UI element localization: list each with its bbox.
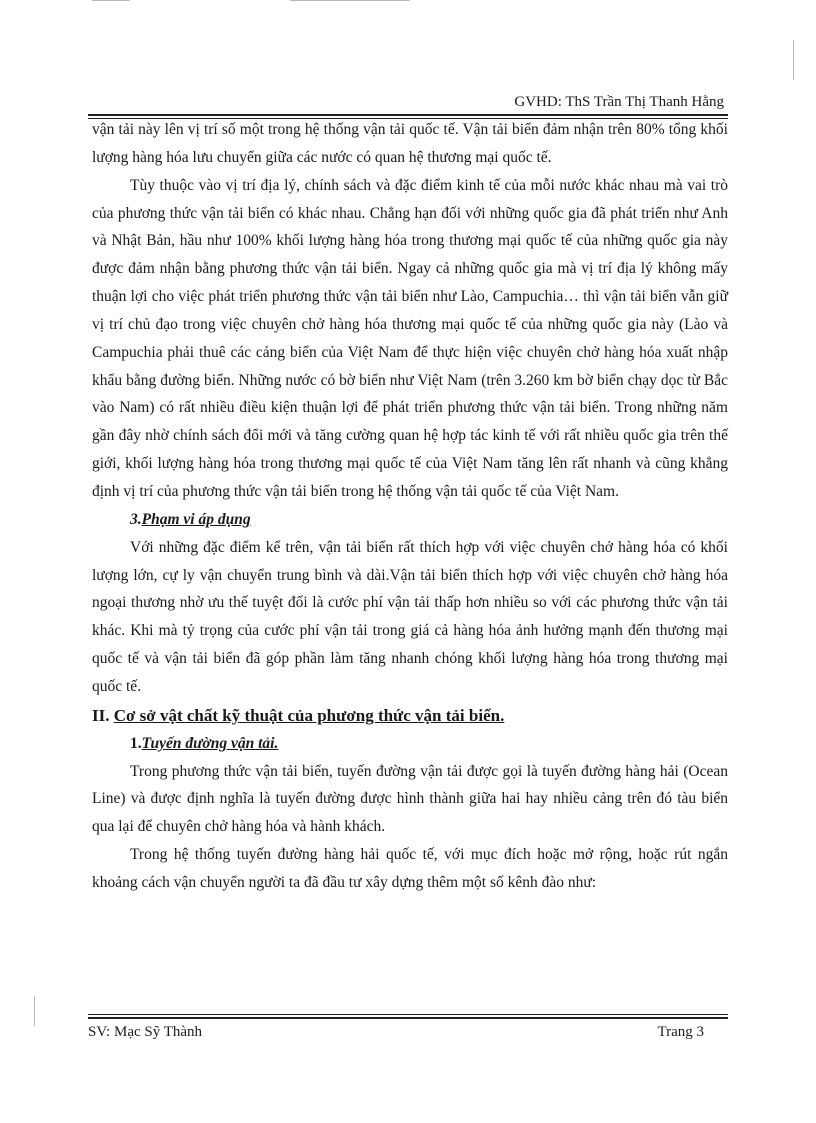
scan-artifact-right-edge — [793, 40, 794, 80]
paragraph-continuation: vận tải này lên vị trí số một trong hệ thống vận tải quốc tế. Vận tải biển đảm nhận trên 80% tổng khối lượng hàng hóa lưu chuyển giữa các nước có quan hệ thương mại quốc tế. — [92, 121, 728, 166]
page-number: Trang 3 — [657, 1024, 704, 1040]
paragraph-geography-role: Tùy thuộc vào vị trí địa lý, chính sách và đặc điểm kinh tế của mỗi nước khác nhau mà vai trò của phương thức vận tải biển có khác nhau. Chẳng hạn đối với những quốc gia đã phát triển như Anh và Nhật Bản, hầu như 100% khối lượng hàng hóa trong thương mại quốc tế của những quốc gia này được đảm nhận bằng phương thức vận tải biển. Ngay cả những quốc gia mà vị trí địa lý không mấy thuận lợi cho việc phát triển phương thức vận tải biển như Lào, Campuchia… thì vận tải biển vẫn giữ vị trí chủ đạo trong việc chuyên chở hàng hóa thương mại quốc tế của những quốc gia này (Lào và Campuchia phải thuê các cảng biển của Việt Nam để thực hiện việc chuyên chở hàng hóa xuất nhập khẩu bằng đường biển. Những nước có bờ biển như Việt Nam (trên 3.260 km bờ biển chạy dọc từ Bắc vào Nam) có rất nhiều điều kiện thuận lợi để phát triển phương thức vận tải biển. Trong những năm gần đây nhờ chính sách đổi mới và tăng cường quan hệ hợp tác kinh tế với rất nhiều quốc gia trên thế giới, khối lượng hàng hóa trong thương mại quốc tế của Việt Nam tăng lên rất nhanh và cũng khẳng định vị trí của phương thức vận tải biển trong hệ thống vận tải quốc tế của Việt Nam. — [92, 176, 728, 500]
paragraph-canals: Trong hệ thống tuyến đường hàng hải quốc tế, với mục đích hoặc mở rộng, hoặc rút ngắn khoảng cách vận chuyển người ta đã đầu tư xây dựng thêm một số kênh đào như: — [92, 846, 728, 891]
student-label: SV: Mạc Sỹ Thành — [88, 1024, 203, 1040]
heading-scope-title: Phạm vi áp dụng — [141, 510, 251, 528]
supervisor-label: GVHD: ThS Trần Thị Thanh Hằng — [514, 94, 724, 110]
scan-artifact-top-left — [92, 0, 130, 1]
heading-scope — [92, 506, 728, 534]
page-footer — [88, 1014, 728, 1043]
section-number: II. — [92, 705, 114, 725]
heading-route — [92, 730, 728, 758]
section-title: Cơ sở vật chất kỹ thuật của phương thức vận tải biển. — [113, 705, 505, 725]
heading-route-title: Tuyến đường vận tải. — [141, 734, 279, 752]
footer-row — [88, 1021, 728, 1043]
paragraph-scope: Với những đặc điểm kể trên, vận tải biển rất thích hợp với việc chuyên chở hàng hóa có khối lượng lớn, cự ly vận chuyển trung bình và dài.Vận tải biển thích hợp với việc chuyên chở hàng hóa ngoại thương nhờ ưu thế tuyệt đối là cước phí vận tải thấp hơn nhiều so với các phương thức vận tải khác. Khi mà tỷ trọng của cước phí vận tải trong giá cả hàng hóa ảnh hưởng mạnh đến thương mại quốc tế và vận tải biển đã góp phần làm tăng nhanh chóng khối lượng hàng hóa trong thương mại quốc tế. — [92, 538, 728, 695]
heading-route-number: 1. — [130, 734, 142, 752]
page-body — [92, 116, 728, 897]
footer-rule-thick — [88, 1017, 728, 1019]
page-header — [88, 92, 728, 119]
paragraph-ocean-line: Trong phương thức vận tải biển, tuyến đường vận tải được gọi là tuyến đường hàng hải (Ocean Line) và được định nghĩa là tuyến đường được hình thành giữa hai hay nhiều cảng trên đó tàu biển qua lại để chuyên chở hàng hóa và hành khách. — [92, 762, 728, 836]
scan-artifact-top-center — [290, 0, 410, 1]
section-heading-infrastructure — [92, 701, 728, 730]
heading-scope-number: 3. — [130, 510, 142, 528]
scan-artifact-left-edge — [34, 996, 35, 1026]
footer-rule-thin — [88, 1014, 728, 1015]
